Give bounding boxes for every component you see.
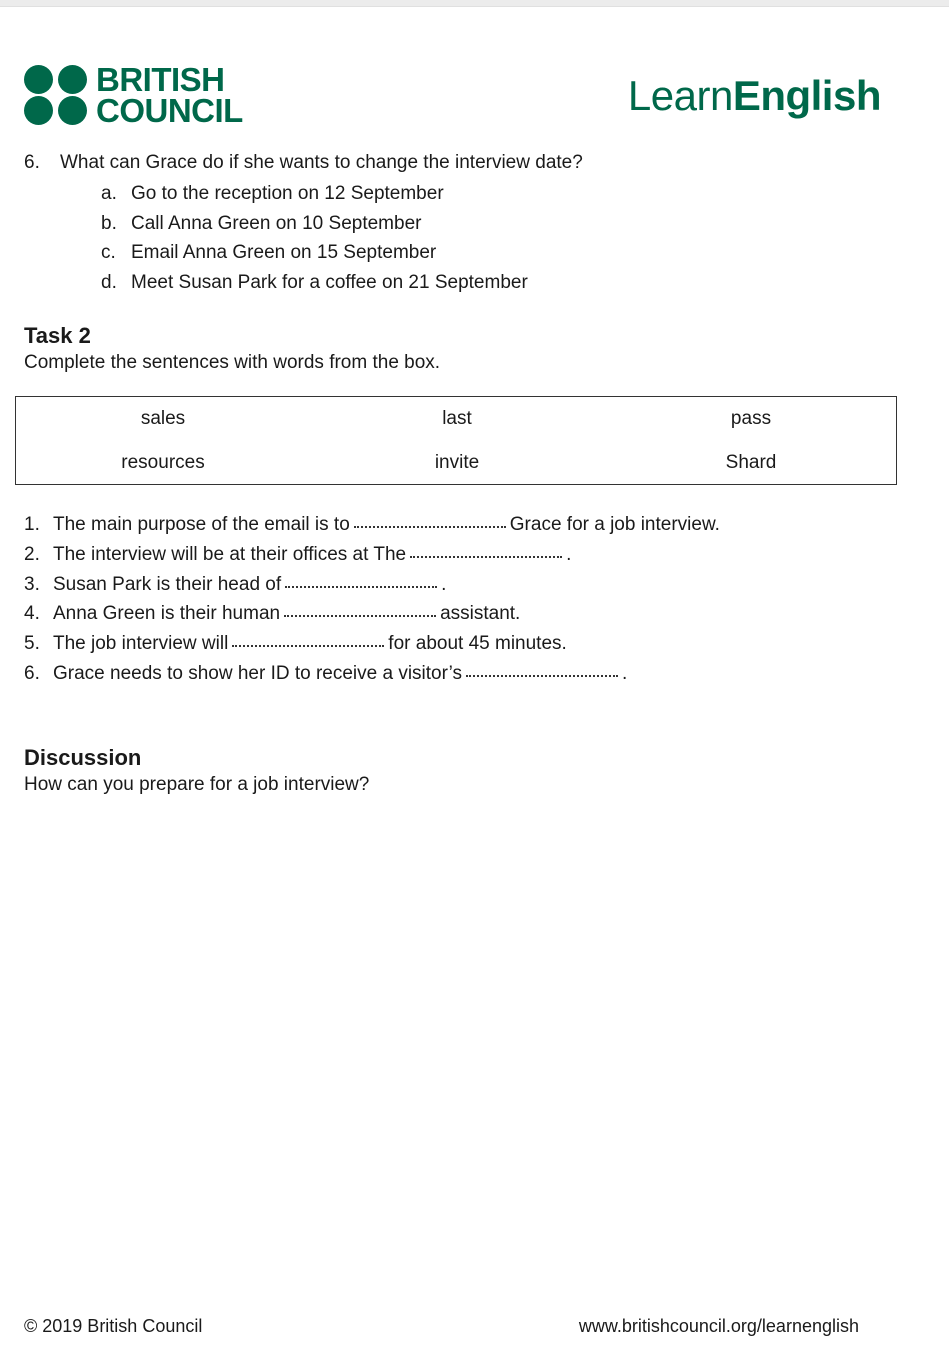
top-edge — [0, 0, 949, 7]
sentence-6: 6. Grace needs to show her ID to receive a visitor’s . — [24, 659, 720, 689]
british-council-wordmark: BRITISH COUNCIL — [96, 61, 243, 129]
word-item: sales — [140, 408, 186, 429]
footer-url: www.britishcouncil.org/learnenglish — [578, 1316, 859, 1336]
sentence-4: 4. Anna Green is their human assistant. — [24, 599, 720, 629]
answer-blank[interactable] — [284, 599, 436, 617]
word-item: pass — [730, 408, 772, 429]
option-d: d. Meet Susan Park for a coffee on 21 September — [101, 271, 528, 293]
question-6 — [24, 150, 583, 297]
question-number: 6. — [24, 152, 40, 173]
task2-heading: Task 2 — [24, 323, 91, 348]
word-item: Shard — [725, 452, 777, 473]
answer-blank[interactable] — [285, 570, 437, 588]
sentence-3: 3. Susan Park is their head of . — [24, 570, 720, 600]
answer-blank[interactable] — [466, 659, 618, 677]
word-item: resources — [121, 452, 205, 473]
british-council-logo — [24, 61, 243, 129]
answer-blank[interactable] — [232, 629, 384, 647]
discussion-heading: Discussion — [24, 745, 142, 770]
sentence-2: 2. The interview will be at their offices at The . — [24, 540, 720, 570]
answer-blank[interactable] — [354, 510, 506, 528]
word-item: last — [442, 408, 472, 429]
option-a: a. Go to the reception on 12 September — [101, 183, 444, 204]
sentence-1: 1. The main purpose of the email is to Grace for a job interview. — [24, 510, 720, 540]
discussion-question: How can you prepare for a job interview? — [24, 774, 370, 795]
word-box — [15, 396, 897, 485]
task2-instruction: Complete the sentences with words from the box. — [24, 352, 441, 373]
british-council-dots-icon — [24, 65, 88, 126]
option-b: b. Call Anna Green on 10 September — [101, 212, 422, 234]
copyright-notice: © 2019 British Council — [24, 1316, 203, 1336]
sentence-5: 5. The job interview will for about 45 minutes. — [24, 629, 720, 659]
answer-options — [101, 179, 583, 297]
word-item: invite — [434, 452, 480, 473]
gap-fill-sentences — [24, 510, 720, 689]
answer-blank[interactable] — [410, 540, 562, 558]
learnenglish-logo: LearnEnglish — [627, 72, 881, 119]
question-text: What can Grace do if she wants to change the interview date? — [60, 152, 583, 173]
option-c: c. Email Anna Green on 15 September — [101, 242, 437, 263]
